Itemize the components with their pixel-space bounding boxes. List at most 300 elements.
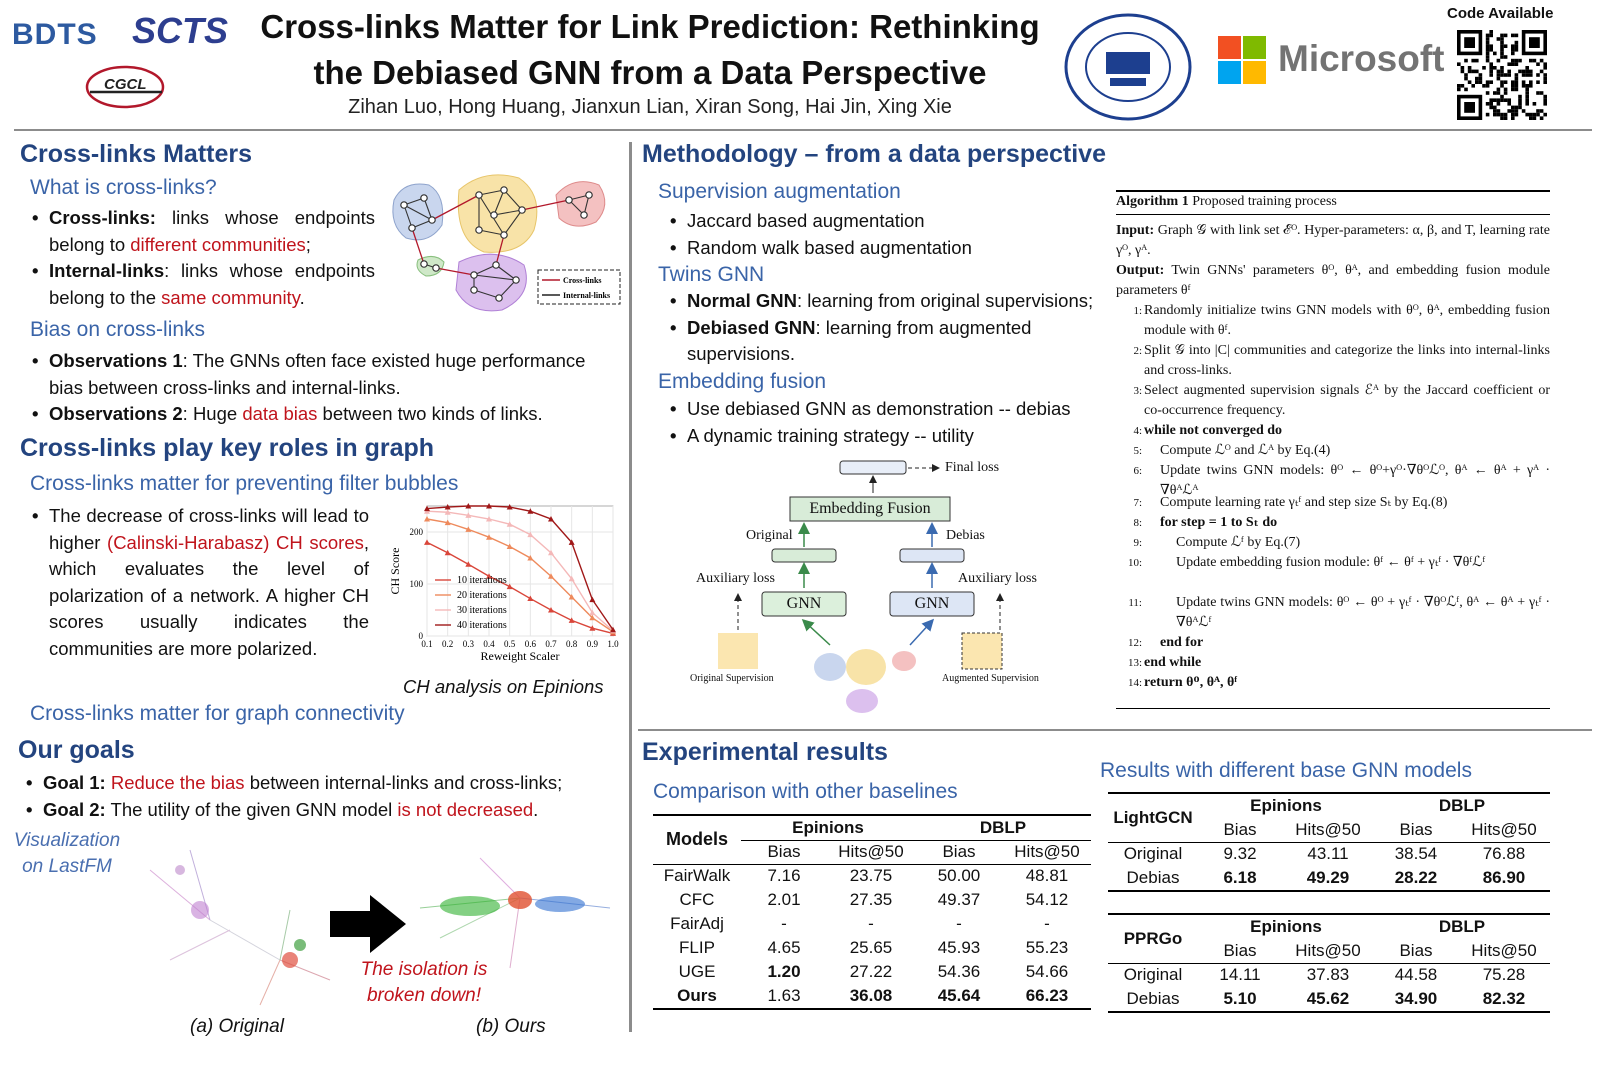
pprgo-header-row-1 xyxy=(1108,915,1550,939)
qr-module xyxy=(1486,48,1490,52)
qr-module xyxy=(1536,62,1540,66)
diag-original-label: Original xyxy=(746,528,793,543)
chart-y-axis-label: CH Score xyxy=(388,547,402,595)
lightgcn-cell-model: Original xyxy=(1123,844,1183,864)
def-cross-links xyxy=(32,205,375,258)
pprgo-cell-e-hits: 45.62 xyxy=(1306,989,1350,1008)
baselines-row xyxy=(653,984,1091,1008)
qr-module xyxy=(1536,80,1540,84)
pprgo-row xyxy=(1108,963,1550,987)
col-dblp-hits: Hits@50 xyxy=(1014,842,1080,861)
lightgcn-cell-d-hits: 86.90 xyxy=(1482,868,1526,887)
observation-1 xyxy=(32,348,622,401)
qr-module xyxy=(1475,80,1479,84)
pprgo-cell-d-hits: 75.28 xyxy=(1482,965,1526,985)
algo-step-number: 10: xyxy=(1127,557,1142,569)
qr-module xyxy=(1500,44,1504,48)
qr-module xyxy=(1457,84,1461,88)
qr-module xyxy=(1489,98,1493,102)
pprgo-cell-d-bias: 44.58 xyxy=(1394,965,1438,985)
pprgo-cell-d-hits: 82.32 xyxy=(1482,989,1526,1008)
goal-1-red: Reduce the bias xyxy=(105,772,245,793)
baselines-cell-d-hits: 54.12 xyxy=(1025,890,1069,909)
algo-step-number: 6: xyxy=(1133,465,1142,477)
ch-score-chart xyxy=(383,498,623,673)
lightgcn-row xyxy=(1108,866,1550,890)
qr-module xyxy=(1500,55,1504,59)
diag-aux-loss-2: Auxiliary loss xyxy=(958,571,1037,586)
qr-module xyxy=(1529,84,1533,88)
qr-module xyxy=(1529,73,1533,77)
section-methodology: Methodology – from a data perspective xyxy=(642,140,1106,168)
qr-module xyxy=(1515,84,1519,88)
qr-module xyxy=(1493,98,1497,102)
chart-x-tick-label: 0.7 xyxy=(545,639,557,649)
qr-module xyxy=(1457,62,1461,66)
qr-module xyxy=(1522,70,1526,74)
def-internal-end: . xyxy=(299,286,305,308)
qr-module xyxy=(1515,48,1519,52)
qr-module xyxy=(1489,44,1493,48)
qr-module xyxy=(1464,77,1468,81)
algo-input-label: Input: xyxy=(1116,223,1155,238)
fusion-debias: • Use debiased GNN as demonstration -- debias xyxy=(670,396,1116,423)
qr-module xyxy=(1504,80,1508,84)
qr-module xyxy=(1511,80,1515,84)
def-internal-red: same community xyxy=(161,286,300,308)
qr-module xyxy=(1525,113,1529,117)
qr-module xyxy=(1543,73,1547,77)
legend-internal-label: Internal-links xyxy=(563,291,611,300)
qr-finder xyxy=(1529,37,1540,48)
subsection-bias: Bias on cross-links xyxy=(30,318,206,341)
qr-module xyxy=(1497,102,1501,106)
qr-module xyxy=(1497,70,1501,74)
qr-module xyxy=(1507,109,1511,113)
observations-list xyxy=(32,348,622,428)
goals-list xyxy=(26,770,626,823)
def-cross-text: links whose endpoints belong to xyxy=(49,207,375,255)
qr-module xyxy=(1511,88,1515,92)
algo-step-text: Update embedding fusion module: θᶠ ← θᶠ + γₜᶠ · ∇θᶠℒᶠ xyxy=(1176,555,1486,570)
ms-square-blue xyxy=(1218,61,1241,84)
visualization-label xyxy=(8,828,126,880)
diag-aux-loss-1: Auxiliary loss xyxy=(696,571,775,586)
def-internal-links xyxy=(32,258,375,311)
qr-module xyxy=(1536,109,1540,113)
qr-module xyxy=(1468,80,1472,84)
qr-module xyxy=(1515,62,1519,66)
definition-list xyxy=(32,205,375,311)
algo-step-number: 3: xyxy=(1133,385,1142,397)
qr-module xyxy=(1489,62,1493,66)
qr-module xyxy=(1504,34,1508,38)
authors: Zihan Luo, Hong Huang, Jianxun Lian, Xiran Song, Hai Jin, Xing Xie xyxy=(348,96,952,118)
qr-module xyxy=(1475,70,1479,74)
qr-module xyxy=(1482,66,1486,70)
title-line-2: the Debiased GNN from a Data Perspective xyxy=(313,54,987,91)
fb-text-2: , which evaluates the level of polarization of a network. A higher CH scores usually indicates the communities are more polarized. xyxy=(49,531,369,659)
final-embedding-bar xyxy=(840,461,906,474)
qr-module xyxy=(1504,44,1508,48)
lightgcn-col-d-bias: Bias xyxy=(1399,819,1433,839)
diag-gnn-debias: GNN xyxy=(914,595,950,612)
qr-module xyxy=(1518,98,1522,102)
goal-2-end: . xyxy=(533,798,539,820)
lightgcn-cell-e-hits: 49.29 xyxy=(1306,868,1350,887)
pprgo-table xyxy=(1108,915,1550,1011)
header-divider xyxy=(14,129,1592,131)
algo-bottom-rule xyxy=(1116,708,1550,709)
community-graph-svg xyxy=(384,170,624,326)
qr-code-icon[interactable] xyxy=(1457,30,1547,120)
caption-original: (a) Original xyxy=(190,1016,284,1037)
baseline-table xyxy=(653,816,1091,1008)
pprgo-cell-model: Debias xyxy=(1126,989,1180,1008)
qr-module xyxy=(1515,113,1519,117)
qr-module xyxy=(1500,80,1504,84)
def-cross-label: Cross-links: xyxy=(49,207,156,228)
observation-1-text: : The GNNs often face existed huge performance bias between cross-links and internal-links. xyxy=(49,350,586,398)
subsection-connectivity: Cross-links matter for graph connectivity xyxy=(30,702,405,725)
qr-module xyxy=(1475,77,1479,81)
ch-chart-svg xyxy=(383,498,623,673)
isolation-line-2: broken down! xyxy=(366,985,482,1006)
microsoft-logo xyxy=(1218,36,1448,88)
qr-module xyxy=(1543,80,1547,84)
qr-module xyxy=(1504,116,1508,120)
qr-module xyxy=(1529,116,1533,120)
arrow-right-icon xyxy=(330,895,406,958)
baselines-cell-model: Ours xyxy=(677,986,717,1005)
qr-module xyxy=(1489,66,1493,70)
ms-square-yellow xyxy=(1243,61,1266,84)
qr-module xyxy=(1486,37,1490,41)
qr-module xyxy=(1486,80,1490,84)
baselines-cell-d-bias: 45.93 xyxy=(937,938,981,957)
algo-step-text: Update twins GNN models: θᴼ ← θᴼ+γᴼ·∇θᴼℒᴼ, θᴬ ← θᴬ + γᴬ · ∇θᴬℒᴬ xyxy=(1160,463,1550,498)
goal-1 xyxy=(26,770,626,797)
qr-module xyxy=(1533,102,1537,106)
algo-step-text: for step = 1 to Sₜ do xyxy=(1160,515,1278,530)
baselines-cell-d-bias: 49.37 xyxy=(937,890,981,909)
chart-legend-label: 10 iterations xyxy=(457,575,507,586)
baselines-cell-e-bias: 7.16 xyxy=(767,866,801,886)
lightgcn-body xyxy=(1108,842,1550,890)
qr-module xyxy=(1507,73,1511,77)
fb-red: (Calinski-Harabasz) CH scores xyxy=(107,531,364,553)
qr-module xyxy=(1507,102,1511,106)
qr-module xyxy=(1504,98,1508,102)
baselines-cell-e-bias: 1.63 xyxy=(767,986,801,1005)
pprgo-cell-model: Original xyxy=(1123,965,1183,985)
algo-step-text: Compute ℒᶠ by Eq.(7) xyxy=(1176,535,1301,550)
algo-title-bold: Algorithm 1 xyxy=(1116,194,1189,209)
qr-module xyxy=(1493,66,1497,70)
baselines-cell-d-hits: 55.23 xyxy=(1025,938,1069,957)
qr-module xyxy=(1511,44,1515,48)
observation-2-text: : Huge xyxy=(182,403,243,424)
algo-step-text: end for xyxy=(1160,635,1204,650)
pprgo-col-epinions: Epinions xyxy=(1250,917,1322,936)
observation-2-label: Observations 2 xyxy=(49,403,183,424)
qr-module xyxy=(1515,73,1519,77)
qr-module xyxy=(1497,37,1501,41)
pprgo-cell-e-bias: 5.10 xyxy=(1223,989,1257,1008)
hust-logo xyxy=(1062,12,1194,122)
algo-output-label: Output: xyxy=(1116,263,1165,278)
qr-module xyxy=(1500,73,1504,77)
qr-module xyxy=(1543,113,1547,117)
qr-module xyxy=(1543,98,1547,102)
qr-module xyxy=(1518,102,1522,106)
algo-step-number: 8: xyxy=(1133,517,1142,529)
baselines-cell-d-hits: 54.66 xyxy=(1025,962,1069,981)
qr-module xyxy=(1464,88,1468,92)
qr-module xyxy=(1500,41,1504,45)
microsoft-wordmark: Microsoft xyxy=(1278,38,1445,79)
qr-module xyxy=(1489,106,1493,110)
subsection-what-is: What is cross-links? xyxy=(30,176,217,199)
lightgcn-col-e-hits: Hits@50 xyxy=(1295,819,1361,839)
mini-community-red xyxy=(892,651,916,671)
chart-y-tick-label: 0 xyxy=(418,631,423,641)
qr-module xyxy=(1479,80,1483,84)
chart-x-tick-label: 0.2 xyxy=(442,639,454,649)
qr-module xyxy=(1515,77,1519,81)
baselines-cell-e-bias: 1.20 xyxy=(767,962,801,981)
observation-2-red: data bias xyxy=(242,403,318,424)
big-arrow-shape xyxy=(330,895,406,953)
legend-cross-label: Cross-links xyxy=(563,276,602,285)
chart-y-tick-label: 100 xyxy=(409,579,423,589)
qr-module xyxy=(1529,70,1533,74)
baselines-row xyxy=(653,960,1091,984)
def-cross-end: ; xyxy=(305,233,311,255)
qr-module xyxy=(1479,77,1483,81)
lightgcn-cell-model: Debias xyxy=(1126,868,1180,887)
lightgcn-table xyxy=(1108,794,1550,890)
method-diagram xyxy=(690,455,1110,720)
algo-step-text: while not converged do xyxy=(1144,423,1283,438)
chart-x-tick-label: 0.9 xyxy=(586,639,598,649)
baselines-row xyxy=(653,936,1091,960)
qr-module xyxy=(1533,113,1537,117)
original-embedding-bar xyxy=(772,549,836,562)
section-key-roles: Cross-links play key roles in graph xyxy=(20,434,435,462)
algo-input xyxy=(1116,221,1550,261)
qr-module xyxy=(1515,59,1519,63)
goal-2-text: The utility of the given GNN model xyxy=(105,798,398,820)
qr-module xyxy=(1493,52,1497,56)
algo-step-text: return θᴼ, θᴬ, θᶠ xyxy=(1144,675,1238,690)
qr-module xyxy=(1540,70,1544,74)
lastfm-original-visual xyxy=(130,830,360,1020)
algo-step-number: 2: xyxy=(1133,345,1142,357)
scts-logo: SCTS xyxy=(132,10,229,51)
lightgcn-cell-d-bias: 38.54 xyxy=(1394,844,1438,864)
qr-module xyxy=(1511,34,1515,38)
qr-module xyxy=(1504,113,1508,117)
qr-module xyxy=(1540,109,1544,113)
qr-module xyxy=(1489,80,1493,84)
lightgcn-row xyxy=(1108,842,1550,866)
qr-module xyxy=(1493,113,1497,117)
debias-embedding-bar xyxy=(900,549,964,562)
qr-module xyxy=(1486,113,1490,117)
qr-module xyxy=(1500,70,1504,74)
qr-module xyxy=(1497,109,1501,113)
qr-module xyxy=(1500,37,1504,41)
subsection-embedding-fusion: Embedding fusion xyxy=(658,370,827,393)
qr-module xyxy=(1500,34,1504,38)
qr-module xyxy=(1536,91,1540,95)
pprgo-cell-e-bias: 14.11 xyxy=(1219,965,1261,985)
hust-seal-icon xyxy=(1062,12,1194,122)
qr-module xyxy=(1493,109,1497,113)
qr-module xyxy=(1486,44,1490,48)
baselines-cell-e-hits: 27.22 xyxy=(849,962,893,981)
baselines-cell-e-bias: - xyxy=(781,914,787,933)
algo-step-text: Randomly initialize twins GNN models with θᴼ, θᴬ, embedding fusion module with θᶠ. xyxy=(1144,303,1550,338)
qr-module xyxy=(1471,84,1475,88)
algo-step-number: 9: xyxy=(1133,537,1142,549)
qr-module xyxy=(1504,91,1508,95)
baselines-cell-e-hits: 27.35 xyxy=(849,890,893,909)
qr-module xyxy=(1518,70,1522,74)
qr-module xyxy=(1515,34,1519,38)
qr-module xyxy=(1471,59,1475,63)
qr-module xyxy=(1468,70,1472,74)
baselines-cell-e-hits: 25.65 xyxy=(849,938,893,957)
baselines-cell-model: UGE xyxy=(678,962,716,981)
qr-module xyxy=(1489,102,1493,106)
poster-title xyxy=(230,4,1070,96)
algo-step-text: Split 𝒢 into |C| communities and categorize the links into internal-links and cross-links. xyxy=(1144,343,1550,378)
qr-module xyxy=(1493,106,1497,110)
qr-module xyxy=(1525,98,1529,102)
qr-module xyxy=(1486,34,1490,38)
qr-module xyxy=(1540,59,1544,63)
twins-debiased-text: : learning from augmented supervisions. xyxy=(687,316,1032,364)
pprgo-table-wrap xyxy=(1108,913,1550,1013)
qr-module xyxy=(1507,70,1511,74)
baselines-row xyxy=(653,912,1091,936)
ch-chart-caption: CH analysis on Epinions xyxy=(403,676,604,697)
algo-step-text: end while xyxy=(1144,655,1202,670)
qr-module xyxy=(1468,66,1472,70)
qr-module xyxy=(1511,62,1515,66)
qr-module xyxy=(1511,52,1515,56)
qr-module xyxy=(1536,113,1540,117)
qr-module xyxy=(1522,73,1526,77)
qr-module xyxy=(1486,59,1490,63)
qr-module xyxy=(1515,106,1519,110)
baseline-table-wrap xyxy=(653,814,1091,1010)
qr-module xyxy=(1489,70,1493,74)
diag-embedding-fusion: Embedding Fusion xyxy=(809,500,931,517)
baselines-cell-model: FLIP xyxy=(679,938,715,957)
qr-module xyxy=(1475,59,1479,63)
lastfm-original-svg xyxy=(130,830,360,1020)
fusion-utility: • A dynamic training strategy -- utility xyxy=(670,423,1116,450)
qr-module xyxy=(1525,91,1529,95)
qr-module xyxy=(1497,98,1501,102)
lightgcn-cell-e-bias: 6.18 xyxy=(1223,868,1257,887)
qr-module xyxy=(1515,109,1519,113)
qr-module xyxy=(1500,48,1504,52)
section-cross-links-matters: Cross-links Matters xyxy=(20,140,253,168)
algo-step-text: Select augmented supervision signals ℰᴬ by the Jaccard coefficient or co-occurrence frequency. xyxy=(1144,383,1550,418)
qr-module xyxy=(1543,95,1547,99)
orig-supervision-patch xyxy=(718,633,758,669)
algo-step-number: 13: xyxy=(1127,657,1142,669)
baselines-cell-e-hits: 23.75 xyxy=(849,866,893,886)
qr-module xyxy=(1471,70,1475,74)
algo-output-text: Twin GNNs' parameters θᴼ, θᴬ, and embedding fusion module parameters θᶠ xyxy=(1116,263,1550,298)
qr-module xyxy=(1511,106,1515,110)
qr-code-graphic xyxy=(1457,30,1547,120)
baselines-cell-model: FairWalk xyxy=(663,866,731,886)
qr-module xyxy=(1486,52,1490,56)
algo-step-number: 12: xyxy=(1127,637,1142,649)
chart-y-tick-label: 200 xyxy=(409,527,423,537)
qr-module xyxy=(1504,73,1508,77)
baselines-cell-e-bias: 4.65 xyxy=(767,938,801,957)
qr-module xyxy=(1489,34,1493,38)
baselines-cell-d-bias: 45.64 xyxy=(937,986,981,1005)
qr-module xyxy=(1518,95,1522,99)
lightgcn-header-row-1 xyxy=(1108,794,1550,818)
qr-module xyxy=(1529,113,1533,117)
algo-title-rule xyxy=(1116,214,1550,215)
qr-module xyxy=(1497,91,1501,95)
chart-x-tick-label: 0.6 xyxy=(524,639,536,649)
qr-module xyxy=(1511,48,1515,52)
qr-module xyxy=(1533,59,1537,63)
pprgo-cell-e-hits: 37.83 xyxy=(1306,965,1350,985)
diag-original-supervision: Original Supervision xyxy=(690,673,774,684)
twins-debiased xyxy=(670,315,1116,368)
method-results-divider xyxy=(638,729,1592,731)
qr-module xyxy=(1515,80,1519,84)
qr-module xyxy=(1525,73,1529,77)
bdts-logo: BDTS xyxy=(12,18,98,51)
chart-x-tick-label: 0.4 xyxy=(483,639,495,649)
qr-module xyxy=(1518,59,1522,63)
qr-module xyxy=(1486,84,1490,88)
baselines-cell-model: CFC xyxy=(679,890,715,909)
col-dblp-bias: Bias xyxy=(942,842,976,861)
fb-text-1: The decrease of cross-links will lead to higher xyxy=(49,505,369,553)
twins-normal-label: Normal GNN xyxy=(687,290,797,311)
pprgo-col-e-hits: Hits@50 xyxy=(1295,940,1361,960)
qr-module xyxy=(1482,84,1486,88)
qr-module xyxy=(1461,66,1465,70)
chart-x-tick-label: 1.0 xyxy=(607,639,619,649)
chart-x-tick-label: 0.8 xyxy=(566,639,578,649)
vis-label-line-1: Visualization xyxy=(13,830,121,851)
qr-module xyxy=(1500,116,1504,120)
lightgcn-cell-e-hits: 43.11 xyxy=(1307,844,1349,864)
qr-module xyxy=(1504,88,1508,92)
ms-square-green xyxy=(1243,36,1266,59)
baselines-row xyxy=(653,864,1091,888)
qr-module xyxy=(1500,113,1504,117)
lightgcn-bottom-rule xyxy=(1108,890,1550,892)
cgcl-logo-text: CGCL xyxy=(104,76,147,93)
qr-module xyxy=(1486,41,1490,45)
